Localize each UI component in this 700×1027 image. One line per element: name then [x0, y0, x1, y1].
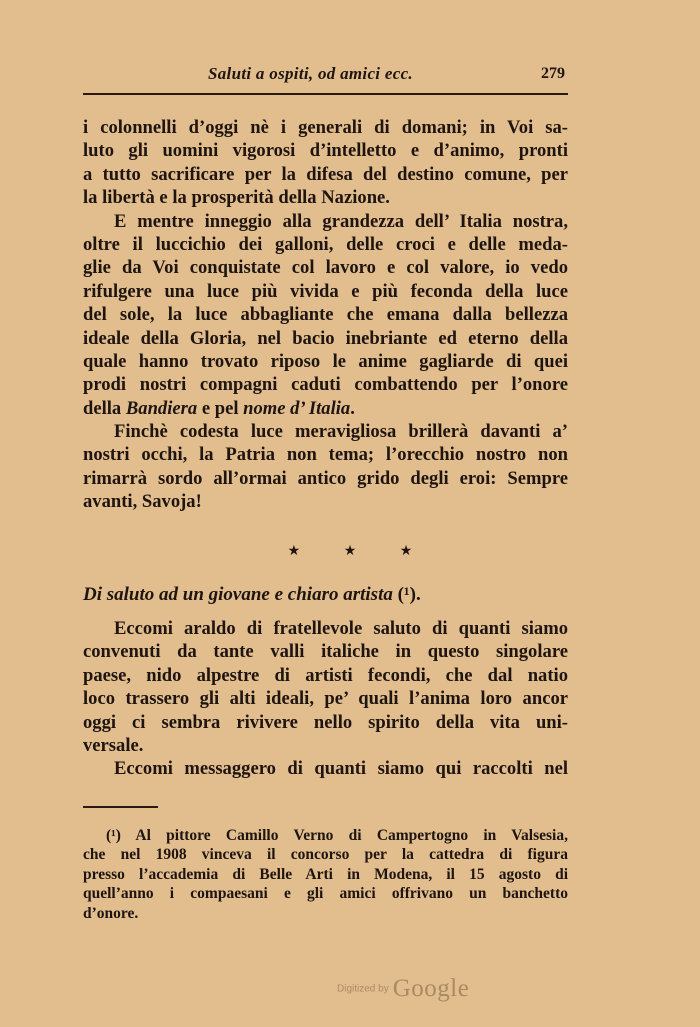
text-line: loco trassero gli alti ideali, pe’ quali l’anima loro ancor: [83, 688, 568, 710]
text-line: E mentre inneggio alla grandezza dell’ Italia nostra,: [114, 210, 568, 232]
text-line: glie da Voi conquistate col lavoro e col valore, io vedo: [83, 257, 568, 279]
paragraph-group-2: [83, 420, 568, 514]
text-line: che nel 1908 vinceva il concorso per la cattedra di figura: [83, 846, 568, 864]
header-rule: [83, 93, 568, 95]
body-text: [83, 116, 568, 514]
text-line: a tutto sacrificare per la difesa del destino comune, per: [83, 163, 568, 185]
text-line: Eccomi messaggero di quanti siamo qui raccolti nel: [114, 758, 568, 780]
text-line: del sole, la luce abbagliante che emana dalla bellezza: [83, 304, 568, 326]
footnote-reference: (¹).: [397, 584, 421, 605]
text-line: rifulgere una luce più vivida e più feconda della luce: [83, 280, 568, 302]
running-head: [83, 62, 568, 86]
text-line: presso l’accademia di Belle Arti in Modena, il 15 agosto di: [83, 865, 568, 883]
text-line: convenuti da tante valli italiche in questo singolare: [83, 641, 568, 663]
text-line: nostri occhi, la Patria non tema; l’orecchio nostro non: [83, 444, 568, 466]
text-line: avanti, Savoja!: [83, 491, 202, 513]
text-line-bandiera: [83, 397, 568, 420]
text-line: rimarrà sordo all’ormai antico grido degli eroi: Sempre: [83, 467, 568, 489]
section-heading-text: Di saluto ad un giovane e chiaro artista: [83, 584, 393, 605]
text-line: paese, nido alpestre di artisti fecondi, che dal natio: [83, 664, 568, 686]
text-line: prodi nostri compagni caduti combattendo per l’onore: [83, 374, 568, 396]
running-title: Saluti a ospiti, od amici ecc.: [208, 64, 413, 83]
watermark-prefix: Digitized by: [337, 983, 389, 995]
text-line: i colonnelli d’oggi nè i generali di domani; in Voi sa-: [83, 117, 568, 138]
text-line: oggi ci sembra rivivere nello spirito della vita uni-: [83, 711, 568, 733]
italic-nome-italia: nome d’ Italia: [243, 397, 351, 419]
footnote-rule: [83, 806, 158, 808]
text-line: Finchè codesta luce meravigliosa brillerà davanti a’: [114, 421, 568, 443]
text-line: versale.: [83, 734, 144, 756]
text-line: (¹) Al pittore Camillo Verno di Campertogno in Valsesia,: [106, 827, 568, 844]
text-line: Eccomi araldo di fratellevole saluto di quanti siamo: [114, 618, 568, 639]
text-line: oltre il luccichio dei galloni, delle croci e delle meda-: [83, 233, 568, 255]
text-fragment: e pel: [197, 397, 244, 419]
footnote: [83, 826, 568, 923]
section-separator-stars: ★ ★ ★: [287, 544, 433, 559]
text-fragment: .: [350, 397, 355, 419]
section-body: [83, 617, 568, 781]
text-fragment: della: [83, 397, 126, 419]
text-line: d’onore.: [83, 904, 139, 922]
text-line: luto gli uomini vigorosi d’intelletto e d’animo, pronti: [83, 140, 568, 162]
section-heading: [83, 584, 421, 606]
paragraph-group-1: [83, 116, 568, 397]
google-logo: Google: [392, 975, 470, 1002]
text-line: la libertà e la prosperità della Nazione.: [83, 187, 390, 209]
text-line: ideale della Gloria, nel bacio inebriante ed eterno della: [83, 327, 568, 349]
italic-bandiera: Bandiera: [125, 397, 198, 419]
google-watermark: [337, 975, 469, 1003]
text-line: quell’anno i compaesani e gli amici offrivano un banchetto: [83, 885, 568, 903]
text-line: quale hanno trovato riposo le anime gagliarde di quei: [83, 350, 568, 372]
page-number: 279: [541, 65, 565, 82]
